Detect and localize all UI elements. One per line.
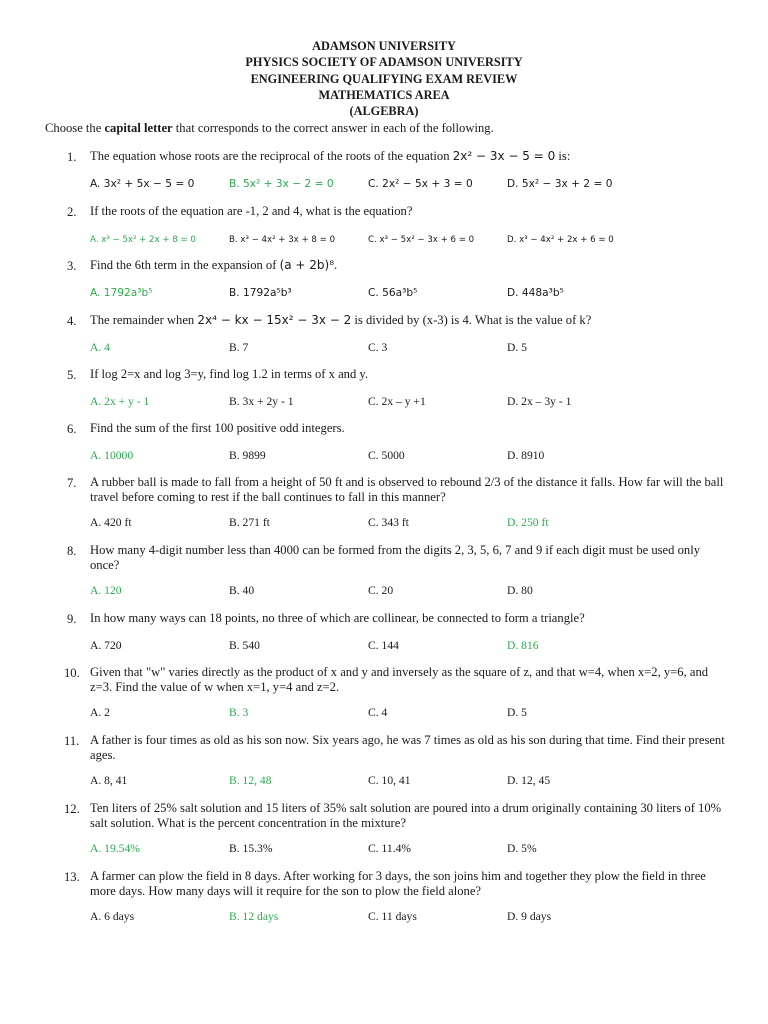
option-d: D. 5 (507, 341, 527, 354)
option-a: A. 8, 41 (90, 774, 128, 787)
option-a: A. 2x + y - 1 (90, 395, 150, 408)
question-text: Ten liters of 25% salt solution and 15 liters of 35% salt solution are poured into a drum originally containing 30 liters of 10% salt solution. What is the percent concentration in the mixture? (90, 801, 722, 830)
option-a: A. 10000 (90, 449, 134, 462)
option-d: D. 12, 45 (507, 774, 551, 787)
option-b: B. 5x² + 3x − 2 = 0 (229, 178, 334, 190)
option-c: C. 11.4% (368, 842, 412, 855)
option-c: C. 10, 41 (368, 774, 411, 787)
question-text: How many 4-digit number less than 4000 can be formed from the digits 2, 3, 5, 6, 7 and 9 if each digit must be used only once? (90, 543, 700, 572)
question-number: 5. (67, 368, 77, 382)
document-header (0, 38, 768, 119)
option-b: B. 1792a⁵b³ (229, 287, 292, 299)
instructions-after: that corresponds to the correct answer in each of the following. (172, 121, 494, 135)
header-exam-review: ENGINEERING QUALIFYING EXAM REVIEW (250, 71, 518, 86)
option-c: C. 2x² − 5x + 3 = 0 (368, 178, 473, 190)
option-b: B. 540 (229, 639, 260, 652)
option-b: B. 3x + 2y - 1 (229, 395, 294, 408)
option-a: A. 420 ft (90, 516, 132, 529)
option-a: A. x³ − 5x² + 2x + 8 = 0 (90, 235, 196, 245)
question-text-before: The equation whose roots are the reciprocal of the roots of the equation (90, 149, 453, 163)
option-b: B. 15.3% (229, 842, 273, 855)
option-d: D. 5x² − 3x + 2 = 0 (507, 178, 613, 190)
header-subject: (ALGEBRA) (349, 104, 419, 119)
equation: (a + 2b)⁸ (279, 258, 335, 272)
question-text: A father is four times as old as his son now. Six years ago, he was 7 times as old as his son during that time. Find their present ages. (90, 733, 725, 762)
question-number: 4. (67, 314, 77, 328)
question-text: Given that "w" varies directly as the product of x and y and inversely as the square of z, and that w=4, when x=2, y=6, and z=3. Find the value of w when x=1, y=4 and z=2. (90, 665, 709, 694)
question-text-after: . (334, 258, 338, 272)
option-d: D. 250 ft (507, 516, 549, 529)
question-text-after: is divided by (x-3) is 4. What is the value of k? (351, 313, 592, 327)
option-d: D. x³ − 4x² + 2x + 6 = 0 (507, 235, 614, 245)
option-a: A. 4 (90, 341, 110, 354)
option-d: D. 816 (507, 639, 539, 652)
option-c: C. 3 (368, 341, 388, 354)
question-text: A farmer can plow the field in 8 days. After working for 3 days, the son joins him and together they plow the field in three more days. How many days will it require for the son to plow the field alone? (90, 869, 706, 898)
question-text: Find the sum of the first 100 positive odd integers. (90, 421, 345, 435)
question-number: 11. (64, 734, 80, 748)
question-number: 12. (64, 802, 80, 816)
header-university: ADAMSON UNIVERSITY (312, 39, 456, 53)
option-c: C. 56a³b⁵ (368, 287, 418, 299)
option-a: A. 19.54% (90, 842, 140, 855)
question-text-before: The remainder when (90, 313, 198, 327)
header-society: PHYSICS SOCIETY OF ADAMSON UNIVERSITY (245, 55, 523, 70)
option-d: D. 5% (507, 842, 537, 855)
question-text (90, 149, 730, 164)
instructions (45, 121, 494, 136)
option-b: B. 12, 48 (229, 774, 272, 787)
option-b: B. 3 (229, 706, 249, 719)
question-text: If the roots of the equation are -1, 2 and 4, what is the equation? (90, 204, 413, 218)
option-b: B. 271 ft (229, 516, 270, 529)
option-a: A. 3x² + 5x − 5 = 0 (90, 178, 195, 190)
option-c: C. 343 ft (368, 516, 409, 529)
option-a: A. 1792a³b⁵ (90, 287, 153, 299)
question-number: 3. (67, 259, 77, 273)
option-d: D. 2x – 3y - 1 (507, 395, 572, 408)
question-text-after: is: (555, 149, 571, 163)
question-text-before: Find the 6th term in the expansion of (90, 258, 280, 272)
question-number: 1. (67, 150, 77, 164)
equation: 2x² − 3x − 5 = 0 (452, 149, 556, 163)
option-a: A. 120 (90, 584, 122, 597)
option-d: D. 80 (507, 584, 533, 597)
option-a: A. 2 (90, 706, 110, 719)
question-number: 13. (64, 870, 80, 884)
option-b: B. 7 (229, 341, 249, 354)
option-d: D. 8910 (507, 449, 545, 462)
question-text: In how many ways can 18 points, no three of which are collinear, be connected to form a triangle? (90, 611, 585, 625)
instructions-before: Choose the (45, 121, 105, 135)
option-c: C. 2x – y +1 (368, 395, 426, 408)
question-number: 10. (64, 666, 80, 680)
question-number: 9. (67, 612, 77, 626)
question-number: 6. (67, 422, 77, 436)
option-d: D. 9 days (507, 910, 552, 923)
option-d: D. 5 (507, 706, 527, 719)
equation: 2x⁴ − kx − 15x² − 3x − 2 (197, 313, 352, 327)
option-c: C. x³ − 5x² − 3x + 6 = 0 (368, 235, 475, 245)
option-a: A. 6 days (90, 910, 135, 923)
option-b: B. 12 days (229, 910, 279, 923)
instructions-bold: capital letter (104, 121, 173, 135)
option-b: B. 40 (229, 584, 255, 597)
question-text: A rubber ball is made to fall from a height of 50 ft and is observed to rebound 2/3 of the distance it falls. How far will the ball travel before coming to rest if the ball continues to fall in this manner? (90, 475, 724, 504)
question-text (90, 258, 730, 273)
question-text (90, 313, 730, 328)
option-c: C. 144 (368, 639, 399, 652)
header-area: MATHEMATICS AREA (318, 87, 450, 102)
option-a: A. 720 (90, 639, 122, 652)
question-text: If log 2=x and log 3=y, find log 1.2 in terms of x and y. (90, 367, 369, 381)
option-b: B. x³ − 4x² + 3x + 8 = 0 (229, 235, 336, 245)
option-c: C. 5000 (368, 449, 405, 462)
option-d: D. 448a³b⁵ (507, 287, 564, 299)
question-number: 2. (67, 205, 77, 219)
option-b: B. 9899 (229, 449, 266, 462)
question-number: 8. (67, 544, 77, 558)
option-c: C. 20 (368, 584, 394, 597)
option-c: C. 4 (368, 706, 388, 719)
question-number: 7. (67, 476, 77, 490)
option-c: C. 11 days (368, 910, 417, 923)
